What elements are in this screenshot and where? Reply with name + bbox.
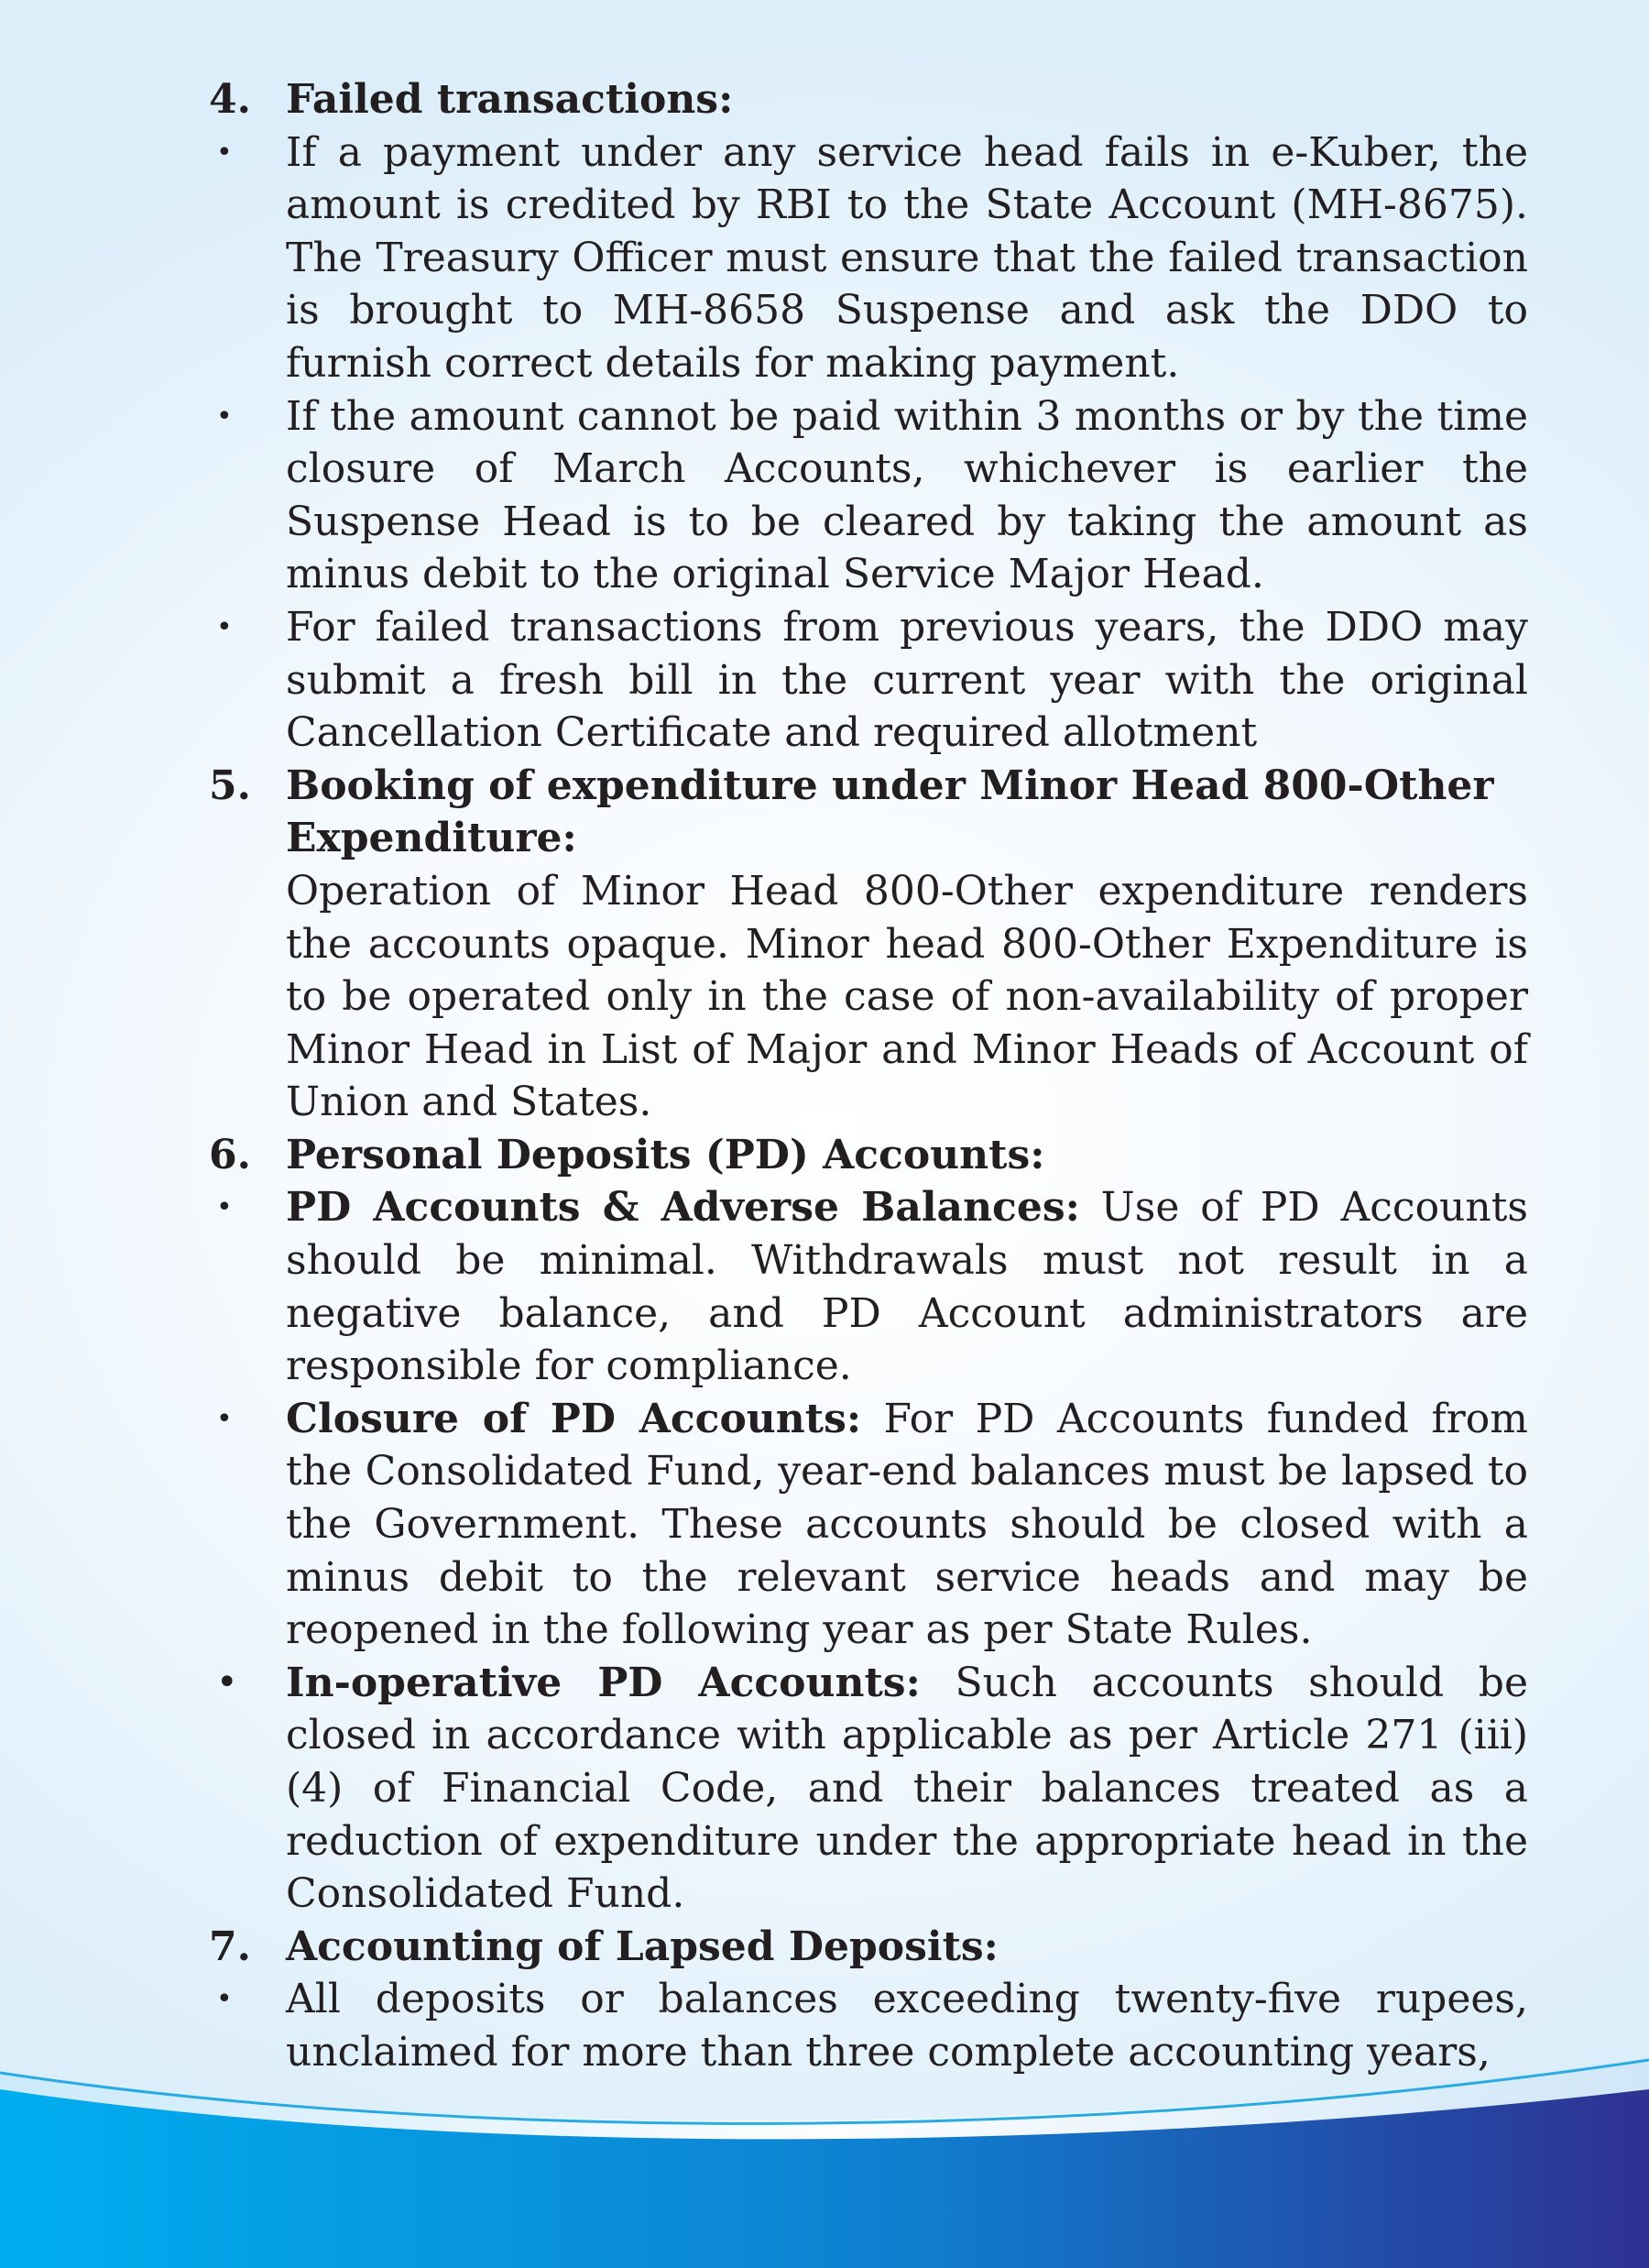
section-number: 6. — [209, 1131, 251, 1178]
section-title: Failed transactions: — [286, 76, 734, 123]
bullet-text — [286, 1393, 1528, 1657]
section-paragraph: Operation of Minor Head 800-Other expenditure renders the accounts opaque. Minor head 800-Other Expenditure is to be operated only in the case of non-availability of proper Minor Head in List of Major and Minor Heads of Account of Union and States. — [286, 867, 1528, 1126]
section-number: 4. — [209, 76, 251, 123]
bullet-icon: • — [216, 1402, 233, 1435]
bullet-text: All deposits or balances exceeding twenty-five rupees, unclaimed for more than three complete accounting years, — [286, 1976, 1528, 2076]
bullet-text: If a payment under any service head fails in e-Kuber, the amount is credited by RBI to the State Account (MH-8675). The Treasury Officer must ensure that the failed transaction is brought to MH-8658 Suspense and ask the DDO to furnish correct details for making payment. — [286, 128, 1528, 387]
section-title: Booking of expenditure under Minor Head 800-Other Expenditure: — [286, 761, 1494, 862]
section-number: 5. — [209, 761, 251, 809]
bullet-text — [286, 1181, 1528, 1392]
list-item — [209, 601, 1528, 760]
list-item — [209, 1657, 1528, 1921]
document-body — [209, 73, 1528, 2079]
bullet-lead: Closure of PD Accounts: — [286, 1395, 862, 1442]
list-item — [209, 126, 1528, 390]
bullet-text: If the amount cannot be paid within 3 months or by the time closure of March Accounts, whichever is earlier the Suspense Head is to be cleared by taking the amount as minus debit to the original Service Major Head. — [286, 392, 1528, 598]
section-heading — [209, 1129, 1528, 1182]
bullet-text: For failed transactions from previous years, the DDO may submit a fresh bill in the current year with the original Cancellation Certificate and required allotment — [286, 603, 1528, 757]
section-number: 7. — [209, 1923, 251, 1970]
list-item — [209, 390, 1528, 601]
bullet-text — [286, 1657, 1528, 1921]
section-heading — [209, 73, 1528, 126]
section-title: Personal Deposits (PD) Accounts: — [286, 1131, 1045, 1178]
list-item — [209, 1393, 1528, 1657]
bullet-body: For PD Accounts funded from the Consolidated Fund, year-end balances must be lapsed to the Government. These accounts should be closed with a minus debit to the relevant service heads and may be reopened in the following year as per State Rules. — [286, 1395, 1528, 1654]
bullet-icon: • — [216, 1660, 238, 1704]
bullet-icon: • — [216, 1191, 233, 1224]
bullet-lead: In-operative PD Accounts: — [286, 1659, 921, 1706]
bullet-body: Use of PD Accounts should be minimal. Withdrawals must not result in a negative balance, and PD Account administrators are responsible for compliance. — [286, 1184, 1528, 1390]
bullet-lead: PD Accounts & Adverse Balances: — [286, 1184, 1080, 1232]
section-title: Accounting of Lapsed Deposits: — [286, 1923, 999, 1970]
bullet-icon: • — [216, 136, 233, 169]
section-heading — [209, 1921, 1528, 1974]
section-heading — [209, 760, 1528, 865]
bullet-icon: • — [216, 1983, 233, 2016]
bullet-icon: • — [216, 400, 233, 433]
footer-wave-decoration — [0, 2053, 1649, 2268]
bullet-icon: • — [216, 610, 233, 643]
bullet-body: Such accounts should be closed in accordance with applicable as per Article 271 (iii) (4) of Financial Code, and their balances treated as a reduction of expenditure under the appropriate head in the Consolidated Fund. — [286, 1659, 1529, 1918]
list-item — [209, 1181, 1528, 1392]
